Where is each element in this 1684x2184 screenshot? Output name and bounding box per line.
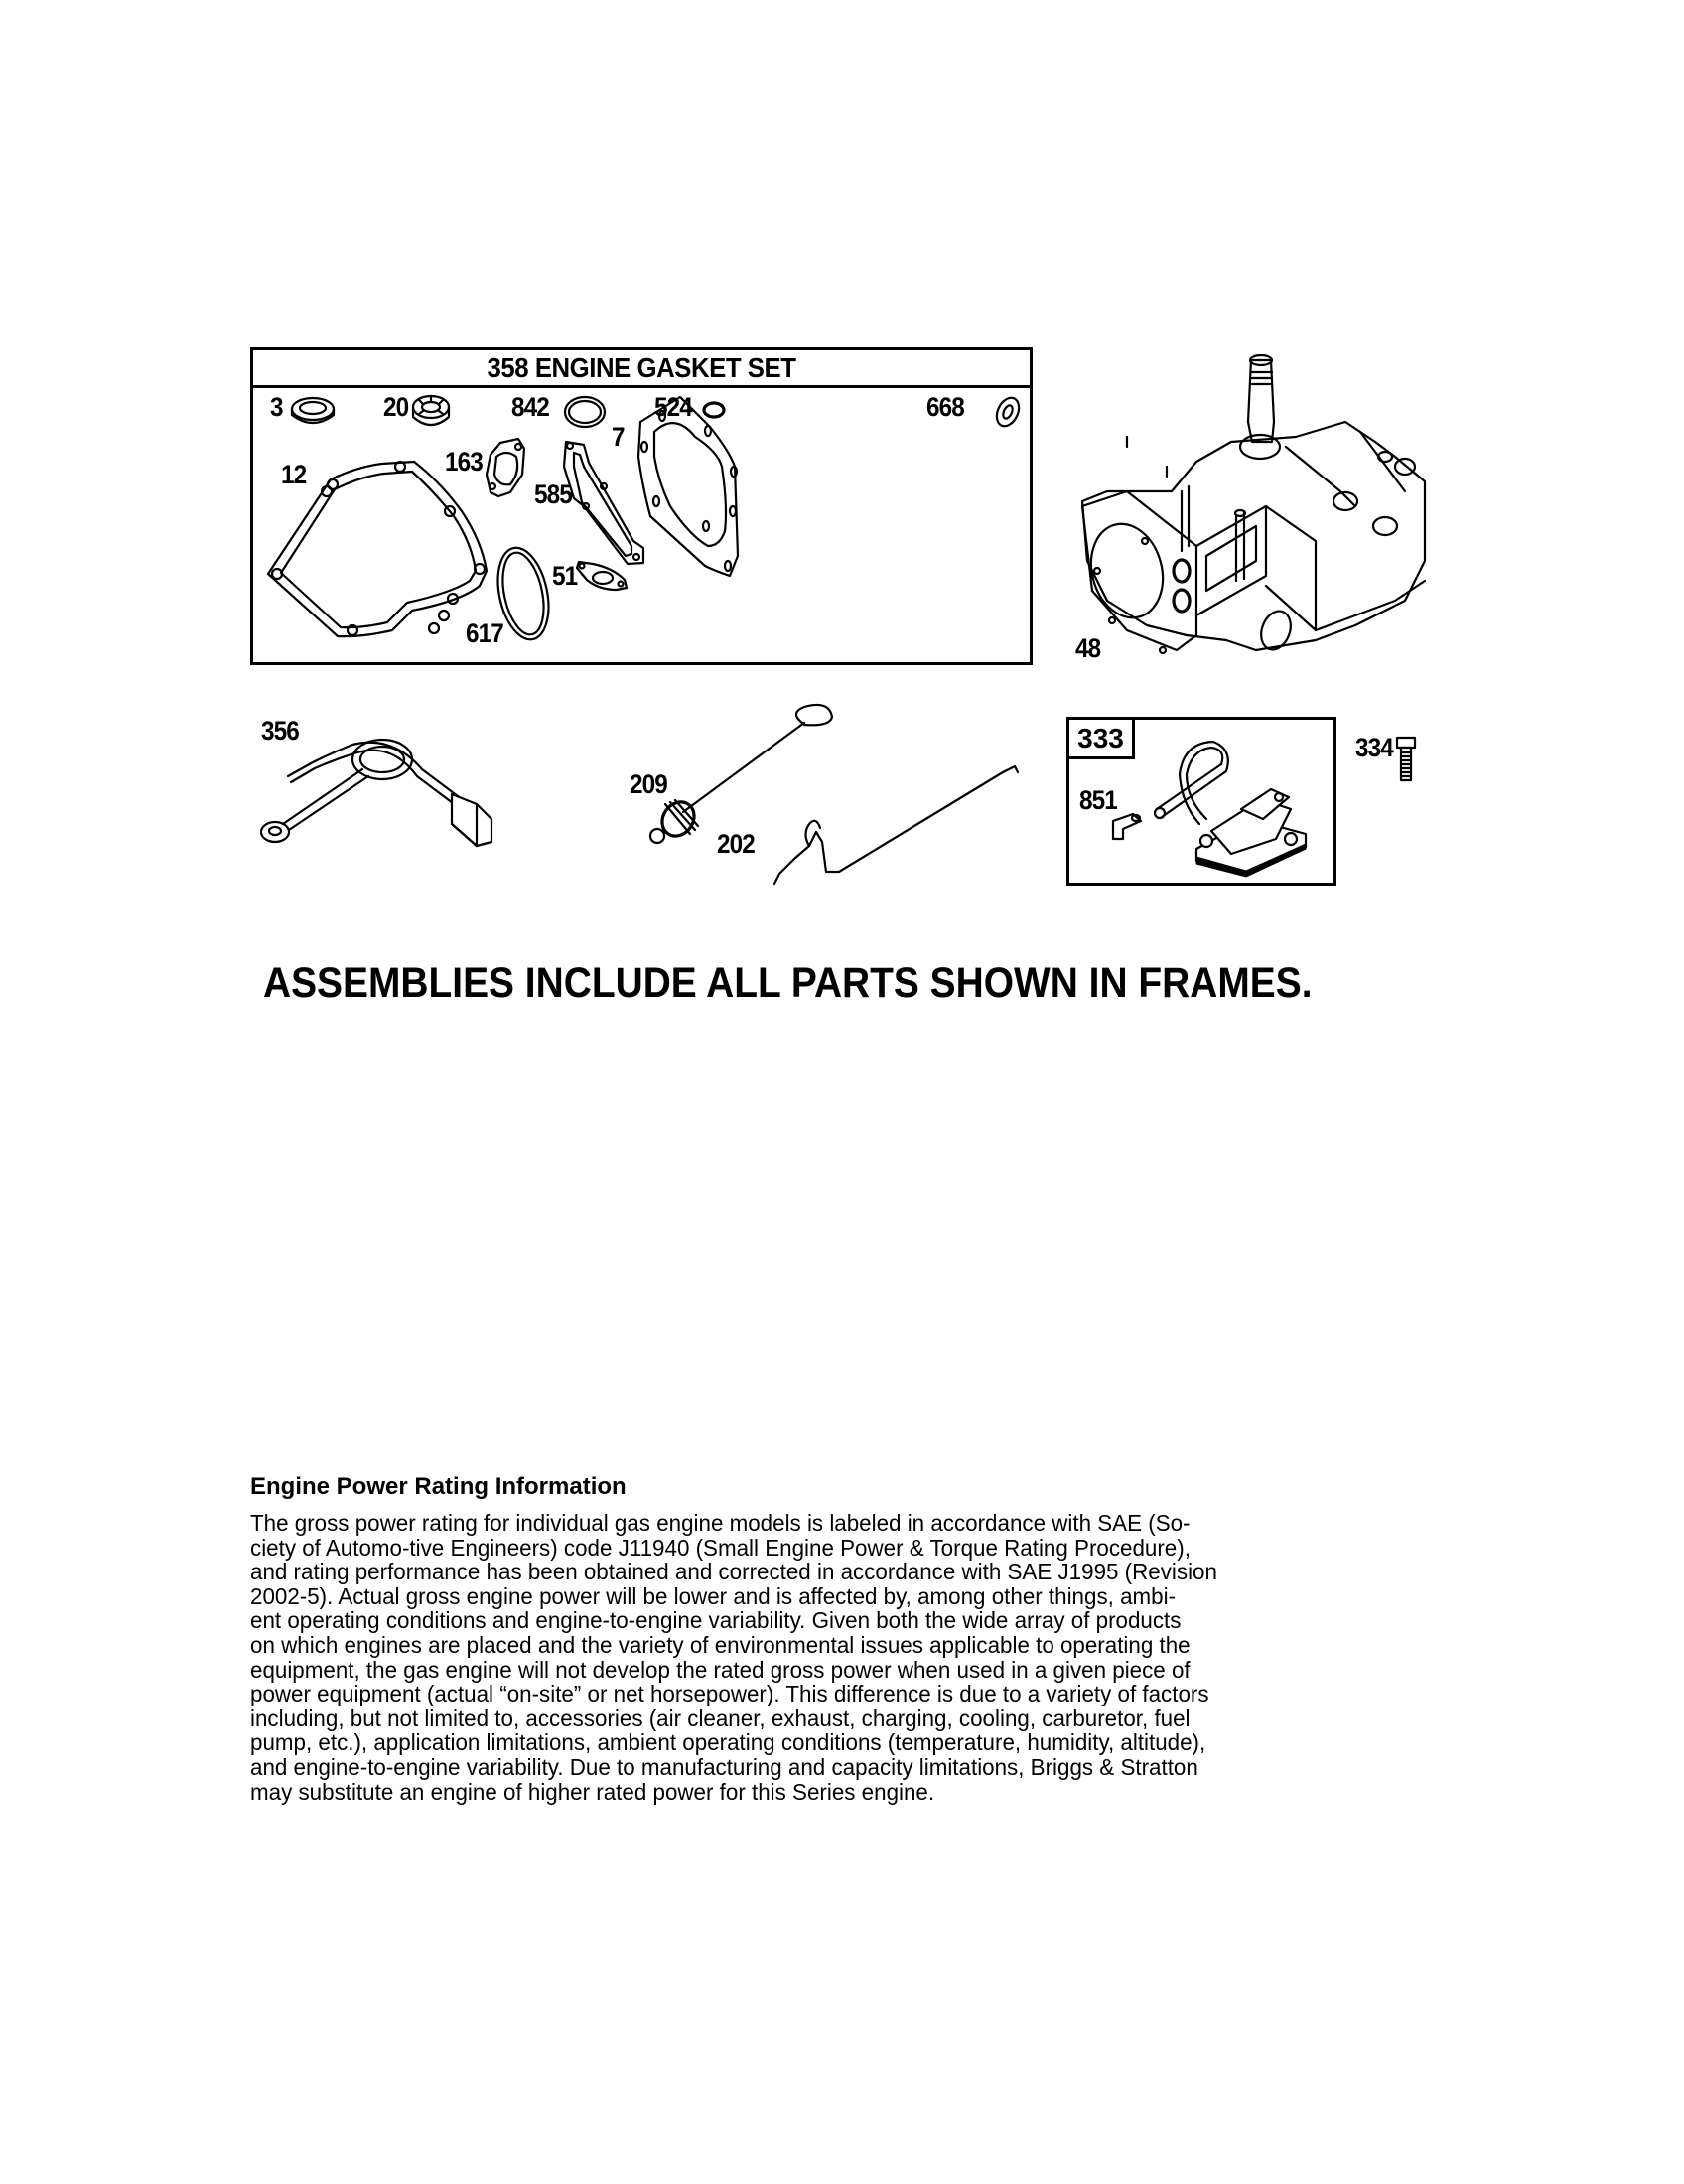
governor-link-icon[interactable] [755,754,1033,888]
crankcase-gasket-icon [263,452,496,650]
callout-12[interactable]: 12 [281,460,307,489]
callout-334[interactable]: 334 [1355,733,1393,762]
seal-ring-icon [493,542,553,646]
callout-356[interactable]: 356 [261,716,299,746]
paragraph-line: The gross power rating for individual gas engine models is labeled in accordance with SAE (So- [250,1510,1191,1536]
paragraph-line: 2002-5). Actual gross engine power will be lower and is affected by, among other things, ambi- [250,1582,1177,1609]
wire-harness-icon[interactable] [253,725,521,844]
callout-7[interactable]: 7 [612,422,625,452]
callout-51[interactable]: 51 [552,561,578,591]
armature-assembly-label-box [1069,720,1135,759]
armature-screw-icon[interactable] [1395,735,1417,784]
gasket-set-title: 358 ENGINE GASKET SET [487,351,796,383]
armature-assembly-label[interactable]: 333 [1077,722,1124,753]
paragraph-line: and rating performance has been obtained and corrected in accordance with SAE J1995 (Revision [250,1559,1217,1585]
callout-668[interactable]: 668 [926,392,964,422]
paragraph-line: including, but not limited to, accessories (air cleaner, exhaust, charging, cooling, carburetor, fuel [250,1705,1191,1731]
paragraph-line: may substitute an engine of higher rated power for this Series engine. [250,1778,935,1805]
callout-524[interactable]: 524 [654,392,692,422]
power-rating-paragraph [250,1511,1442,1804]
ground-clip-icon[interactable] [1108,809,1148,844]
paragraph-line: pump, etc.), application limitations, ambient operating conditions (temperature, humidity, altitude), [250,1729,1206,1756]
carburetor-gasket-icon [481,435,530,504]
oil-seal-bearing-icon [409,393,453,437]
callout-585[interactable]: 585 [534,479,572,509]
callout-163[interactable]: 163 [445,447,483,477]
paragraph-line: and engine-to-engine variability. Due to manufacturing and capacity limitations, Briggs & Stratton [250,1753,1198,1780]
paragraph-line: on which engines are placed and the variety of environmental issues applicable to operating the [250,1631,1191,1658]
callout-20[interactable]: 20 [383,392,409,422]
washer-seal-icon [993,395,1023,431]
paragraph-line: ent operating conditions and engine-to-engine variability. Given both the wide array of products [250,1607,1182,1634]
assemblies-note: ASSEMBLIES INCLUDE ALL PARTS SHOWN IN FRAMES. [263,959,1313,1007]
callout-617[interactable]: 617 [466,618,503,648]
callout-209[interactable]: 209 [630,769,667,799]
paragraph-line: power equipment (actual “on-site” or net horsepower). This difference is due to a variety of factors [250,1681,1209,1707]
o-ring-seal-icon [562,394,608,438]
callout-842[interactable]: 842 [511,392,549,422]
power-rating-heading: Engine Power Rating Information [250,1473,627,1500]
engine-block-icon[interactable] [1067,342,1435,670]
oil-seal-icon [288,395,338,435]
gasket-set-header [253,350,1030,388]
paragraph-line: ciety of Automo-tive Engineers) code J11940 (Small Engine Power & Torque Rating Procedure), [250,1534,1191,1561]
callout-48[interactable]: 48 [1075,633,1101,663]
callout-3[interactable]: 3 [270,392,283,422]
cylinder-head-gasket-icon [631,397,745,586]
callout-202[interactable]: 202 [717,829,755,859]
paragraph-line: equipment, the gas engine will not develop the rated gross power when used in a given piece of [250,1656,1191,1683]
armature-icon[interactable] [1152,740,1331,879]
callout-851[interactable]: 851 [1079,785,1117,815]
exhaust-gasket-icon [573,556,632,596]
